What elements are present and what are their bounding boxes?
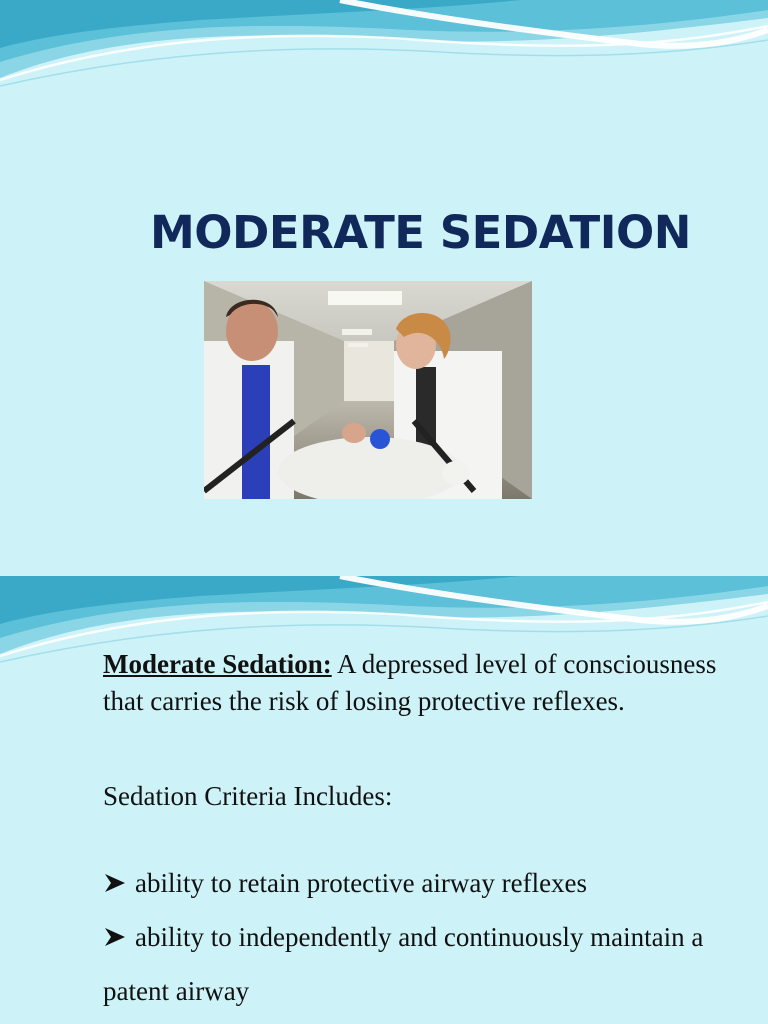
slide-body (103, 646, 723, 1006)
arrow-bullet-icon (103, 926, 127, 948)
definition-text: A depressed level of consciousness that carries the risk of losing protective reflexes. (103, 649, 717, 716)
criteria-list (103, 865, 723, 1024)
list-item (103, 910, 723, 1018)
definition-term: Moderate Sedation: (103, 649, 332, 679)
list-item (103, 865, 723, 902)
bullet-text: ability to independently and continuously maintain a patent airway (103, 922, 704, 1006)
definition-paragraph (103, 646, 723, 720)
photo-medical-staff-icon (204, 281, 532, 499)
header-wave-decoration (0, 0, 768, 96)
arrow-bullet-icon (103, 872, 127, 894)
content-slide (0, 576, 768, 1024)
bullet-text: ability to retain protective airway reflexes (135, 868, 588, 898)
slide-title: MODERATE SEDATION (150, 206, 691, 259)
criteria-heading: Sedation Criteria Includes: (103, 781, 393, 811)
